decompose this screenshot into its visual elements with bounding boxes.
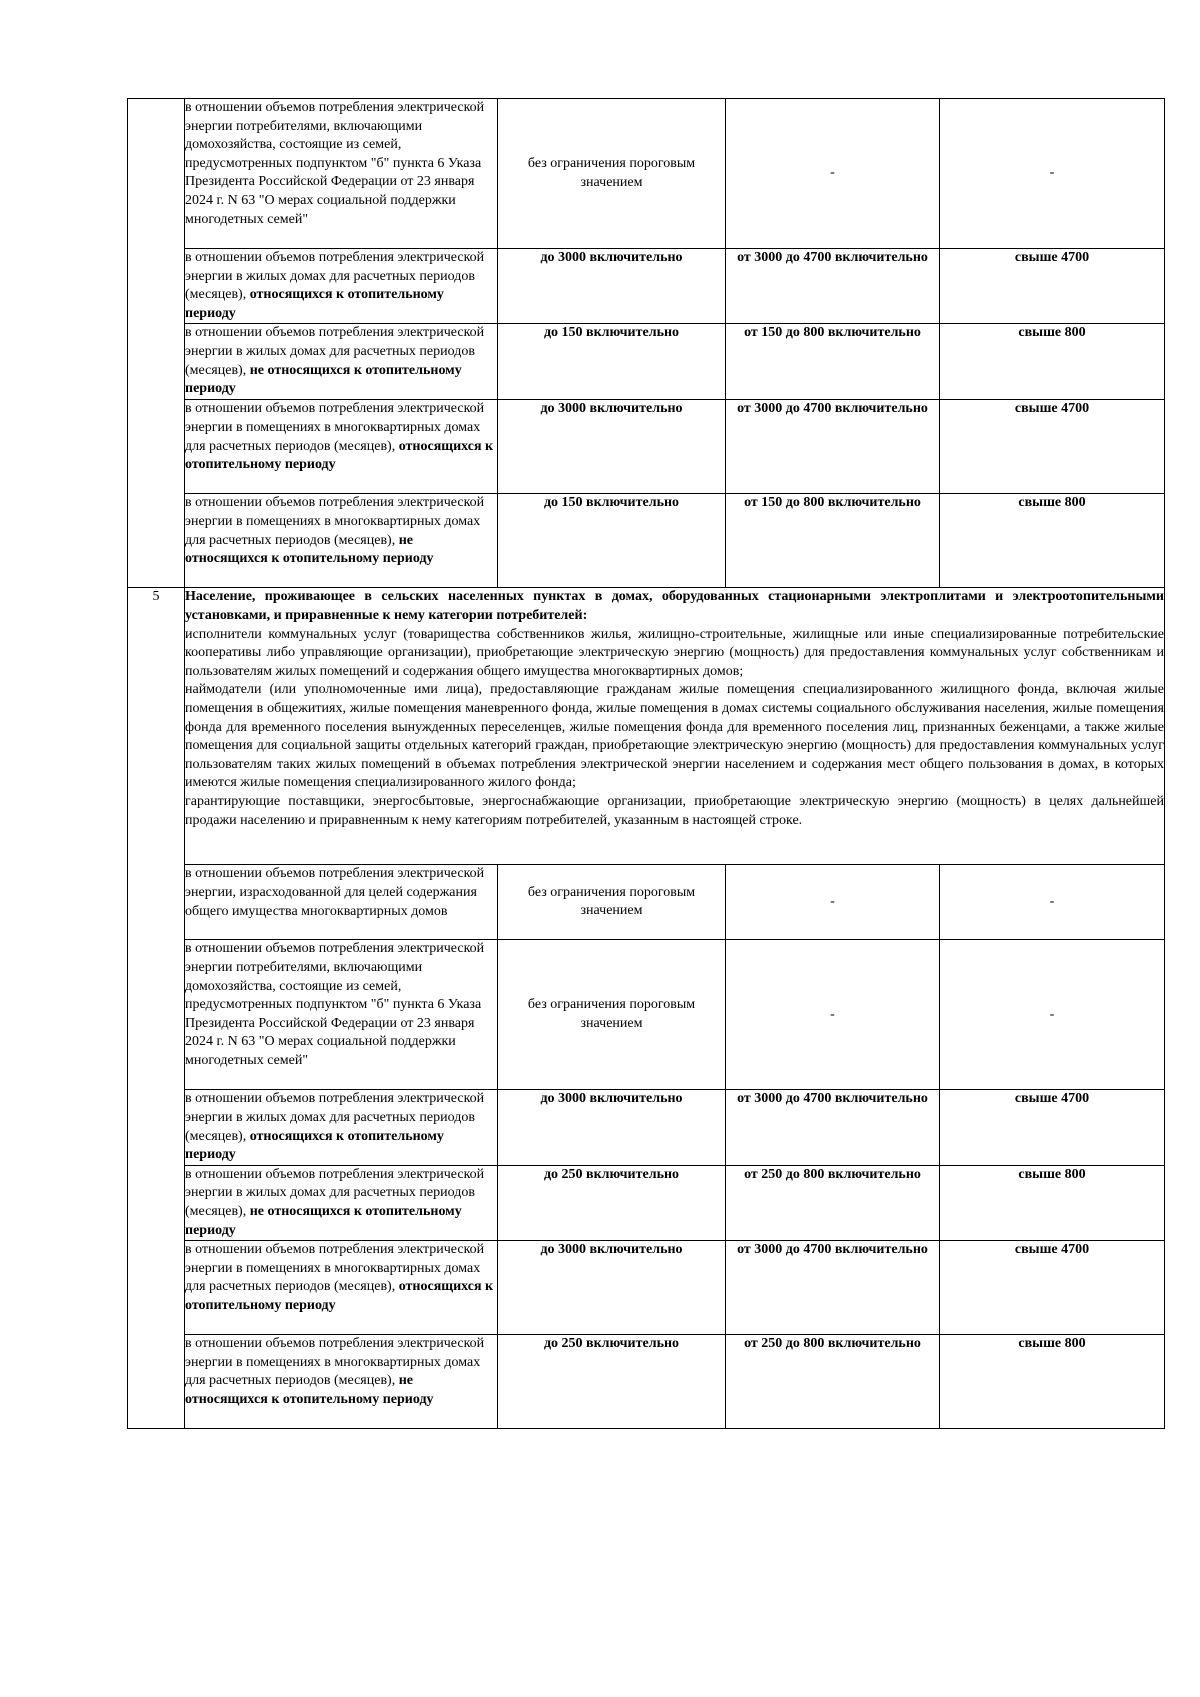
- row-description: в отношении объемов потребления электрической энергии в жилых домах для расчетных периодов (месяцев), не относящихся к отопительному периоду: [185, 1165, 498, 1240]
- table-row: [128, 494, 1165, 588]
- threshold-3: -: [940, 865, 1165, 940]
- row-description: в отношении объемов потребления электрической энергии, израсходованной для целей содержания общего имущества многоквартирных домов: [185, 865, 498, 940]
- threshold-2: -: [726, 99, 940, 249]
- threshold-1: без ограничения пороговым значением: [498, 940, 726, 1090]
- threshold-2: -: [726, 865, 940, 940]
- table-row: [128, 588, 1165, 865]
- table-row: [128, 1090, 1165, 1165]
- table-row: [128, 1335, 1165, 1429]
- row-description: в отношении объемов потребления электрической энергии в помещениях в многоквартирных домах для расчетных периодов (месяцев), не относящихся к отопительному периоду: [185, 494, 498, 588]
- threshold-2: от 250 до 800 включительно: [726, 1165, 940, 1240]
- threshold-2: от 150 до 800 включительно: [726, 324, 940, 400]
- threshold-1: до 3000 включительно: [498, 1241, 726, 1335]
- threshold-3: свыше 800: [940, 1165, 1165, 1240]
- row-description: в отношении объемов потребления электрической энергии потребителями, включающими домохозяйства, состоящие из семей, предусмотренных подпунктом "б" пункта 6 Указа Президента Российской Федерации от 23 января 2024 г. N 63 "О мерах социальной поддержки многодетных семей": [185, 99, 498, 249]
- table-row: [128, 1165, 1165, 1240]
- table-row: [128, 940, 1165, 1090]
- row-description: в отношении объемов потребления электрической энергии в жилых домах для расчетных периодов (месяцев), не относящихся к отопительному периоду: [185, 324, 498, 400]
- threshold-2: от 250 до 800 включительно: [726, 1335, 940, 1429]
- threshold-2: -: [726, 940, 940, 1090]
- section-paragraph: исполнители коммунальных услуг (товарищества собственников жилья, жилищно-строительные, жилищные или иные специализированные потребительские кооперативы либо управляющие организации), приобретающие электрическую энергию (мощность) для предоставления коммунальных услуг собственникам и пользователям жилых помещений и содержания общего имущества многоквартирных домов;: [185, 626, 1164, 679]
- threshold-1: до 150 включительно: [498, 324, 726, 400]
- row-description: в отношении объемов потребления электрической энергии в помещениях в многоквартирных домах для расчетных периодов (месяцев), относящихся к отопительному периоду: [185, 400, 498, 494]
- threshold-1: до 3000 включительно: [498, 1090, 726, 1165]
- threshold-2: от 3000 до 4700 включительно: [726, 249, 940, 324]
- threshold-1: до 250 включительно: [498, 1335, 726, 1429]
- table-row: [128, 1241, 1165, 1335]
- threshold-2: от 150 до 800 включительно: [726, 494, 940, 588]
- section-heading: Население, проживающее в сельских населенных пунктах в домах, оборудованных стационарными электроплитами и электроотопительными установками, и приравненные к нему категории потребителей:: [185, 589, 1164, 623]
- section-paragraph: гарантирующие поставщики, энергосбытовые, энергоснабжающие организации, приобретающие электрическую энергию (мощность) в целях дальнейшей продажи населению и приравненным к нему категориям потребителей, указанным в настоящей строке.: [185, 793, 1164, 828]
- threshold-2: от 3000 до 4700 включительно: [726, 1241, 940, 1335]
- row-description: в отношении объемов потребления электрической энергии потребителями, включающими домохозяйства, состоящие из семей, предусмотренных подпунктом "б" пункта 6 Указа Президента Российской Федерации от 23 января 2024 г. N 63 "О мерах социальной поддержки многодетных семей": [185, 940, 498, 1090]
- threshold-1: до 3000 включительно: [498, 249, 726, 324]
- threshold-3: свыше 4700: [940, 1090, 1165, 1165]
- section-description: [185, 588, 1165, 865]
- threshold-1: без ограничения пороговым значением: [498, 99, 726, 249]
- section-paragraph: наймодатели (или уполномоченные ими лица), предоставляющие гражданам жилые помещения специализированного жилищного фонда, включая жилые помещения в общежитиях, жилые помещения маневренного фонда, жилые помещения в домах системы социального обслуживания населения, жилые помещения фонда для временного поселения вынужденных переселенцев, жилые помещения фонда для временного поселения лиц, признанных беженцами, а также жилые помещения для социальной защиты отдельных категорий граждан, приобретающие электрическую энергию (мощность) для предоставления коммунальных услуг пользователям таких жилых помещений в объемах потребления электрической энергии населением и содержания мест общего пользования в домах, в которых имеются жилые помещения специализированного жилого фонда;: [185, 682, 1164, 791]
- threshold-1: до 150 включительно: [498, 494, 726, 588]
- table-row: [128, 99, 1165, 249]
- threshold-3: свыше 800: [940, 324, 1165, 400]
- threshold-3: свыше 800: [940, 494, 1165, 588]
- threshold-3: свыше 4700: [940, 1241, 1165, 1335]
- threshold-1: без ограничения пороговым значением: [498, 865, 726, 940]
- tariff-table: [127, 98, 1165, 1429]
- threshold-3: свыше 800: [940, 1335, 1165, 1429]
- threshold-3: свыше 4700: [940, 249, 1165, 324]
- row-description: в отношении объемов потребления электрической энергии в помещениях в многоквартирных домах для расчетных периодов (месяцев), относящихся к отопительному периоду: [185, 1241, 498, 1335]
- threshold-2: от 3000 до 4700 включительно: [726, 1090, 940, 1165]
- row-number-cell: [128, 99, 185, 588]
- row-number-cell: [128, 588, 185, 1429]
- row-description: в отношении объемов потребления электрической энергии в помещениях в многоквартирных домах для расчетных периодов (месяцев), не относящихся к отопительному периоду: [185, 1335, 498, 1429]
- table-row: [128, 865, 1165, 940]
- threshold-3: свыше 4700: [940, 400, 1165, 494]
- threshold-1: до 3000 включительно: [498, 400, 726, 494]
- threshold-3: -: [940, 99, 1165, 249]
- threshold-3: -: [940, 940, 1165, 1090]
- table-row: [128, 249, 1165, 324]
- threshold-1: до 250 включительно: [498, 1165, 726, 1240]
- table-row: [128, 400, 1165, 494]
- row-description: в отношении объемов потребления электрической энергии в жилых домах для расчетных периодов (месяцев), относящихся к отопительному периоду: [185, 1090, 498, 1165]
- row-description: в отношении объемов потребления электрической энергии в жилых домах для расчетных периодов (месяцев), относящихся к отопительному периоду: [185, 249, 498, 324]
- table-row: [128, 324, 1165, 400]
- threshold-2: от 3000 до 4700 включительно: [726, 400, 940, 494]
- row-number: 5: [152, 589, 160, 605]
